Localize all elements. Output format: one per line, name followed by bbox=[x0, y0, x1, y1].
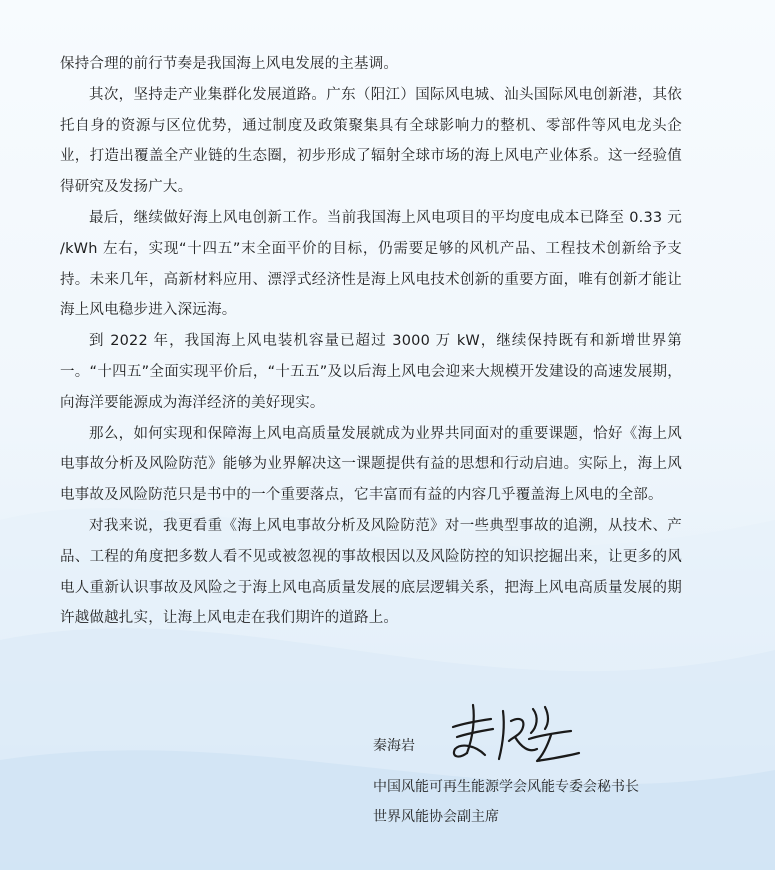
paragraph-6: 对我来说，我更看重《海上风电事故分析及风险防范》对一些典型事故的追溯，从技术、产品、工程的角度把多数人看不见或被忽视的事故根因以及风险防控的知识挖掘出来，让更多的风电人重新认识事故及风险之于海上风电高质量发展的底层逻辑关系，把海上风电高质量发展的期许越做越扎实，让海上风电走在我们期许的道路上。 bbox=[60, 517, 682, 627]
handwritten-signature bbox=[445, 697, 585, 769]
signature-block bbox=[373, 733, 415, 759]
paragraph-2: 其次，坚持走产业集群化发展道路。广东（阳江）国际风电城、汕头国际风电创新港，其依托自身的资源与区位优势，通过制度及政策聚集具有全球影响力的整机、零部件等风电龙头企业，打造出覆盖全产业链的生态圈，初步形成了辐射全球市场的海上风电产业体系。这一经验值得研究及发扬广大。 bbox=[60, 86, 682, 196]
document-body bbox=[60, 49, 682, 634]
paragraph-3: 最后，继续做好海上风电创新工作。当前我国海上风电项目的平均度电成本已降至 0.33 元 /kWh 左右，实现“十四五”末全面平价的目标，仍需要足够的风机产品、工程技术创新给予支持。未来几年，高新材料应用、漂浮式经济性是海上风电技术创新的重要方面，唯有创新才能让海上风电稳步进入深远海。 bbox=[60, 209, 682, 319]
signer-title-2: 世界风能协会副主席 bbox=[373, 809, 499, 825]
paragraph-1: 保持合理的前行节奏是我国海上风电发展的主基调。 bbox=[60, 56, 399, 72]
signer-title-1: 中国风能可再生能源学会风能专委会秘书长 bbox=[373, 779, 639, 795]
signer-name: 秦海岩 bbox=[373, 738, 415, 754]
paragraph-4: 到 2022 年，我国海上风电装机容量已超过 3000 万 kW，继续保持既有和新增世界第一。“十四五”全面实现平价后，“十五五”及以后海上风电会迎来大规模开发建设的高速发展期，向海洋要能源成为海洋经济的美好现实。 bbox=[60, 333, 682, 411]
paragraph-5: 那么，如何实现和保障海上风电高质量发展就成为业界共同面对的重要课题，恰好《海上风电事故分析及风险防范》能够为业界解决这一课题提供有益的思想和行动启迪。实际上，海上风电事故及风险防范只是书中的一个重要落点，它丰富而有益的内容几乎覆盖海上风电的全部。 bbox=[60, 425, 682, 504]
